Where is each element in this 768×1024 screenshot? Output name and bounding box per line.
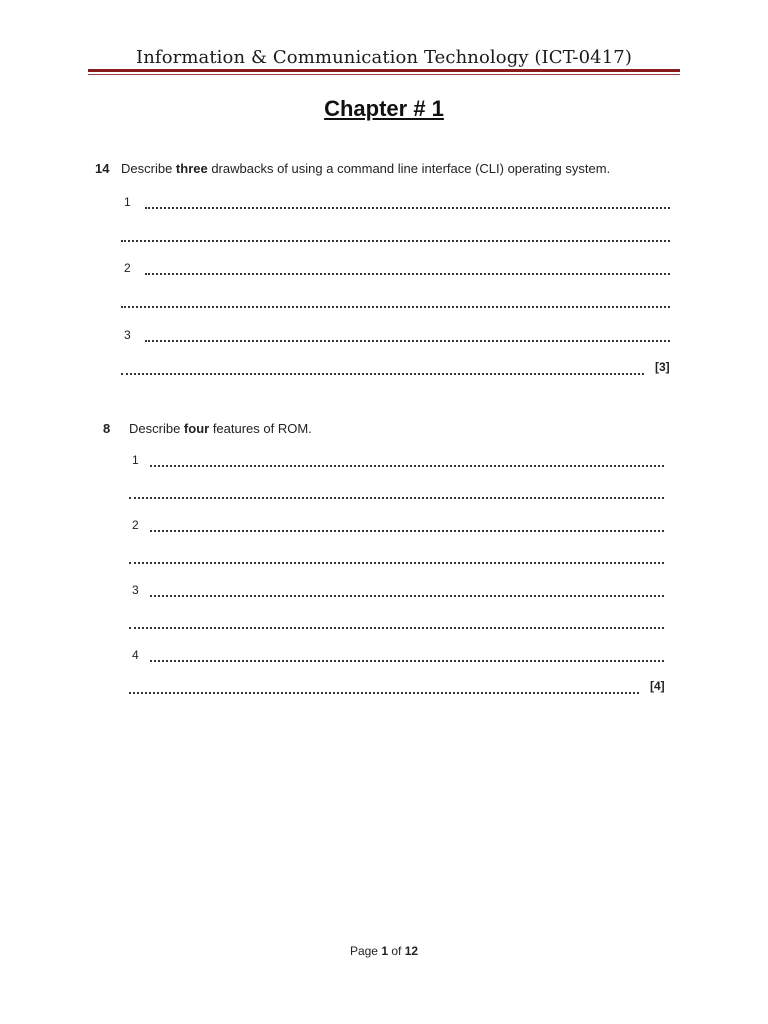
page-label: Page (349, 944, 378, 958)
question-text-pre: Describe (121, 161, 176, 176)
answer-line[interactable] (145, 273, 670, 275)
answer-line[interactable] (145, 207, 670, 209)
question-text-post: drawbacks of using a command line interface (CLI) operating system. (207, 161, 611, 176)
question-text-bold: four (183, 421, 210, 436)
question-text-post: features of ROM. (209, 421, 312, 436)
answer-line-number: 2 (124, 261, 131, 275)
answer-line[interactable] (129, 627, 664, 629)
question-text-pre: Describe (129, 421, 184, 436)
question-text (129, 421, 312, 436)
header-rule-thin (88, 74, 680, 75)
question-number: 14 (95, 161, 110, 176)
answer-line[interactable] (150, 530, 664, 532)
question-text-bold: three (175, 161, 208, 176)
answer-line-number: 3 (124, 328, 131, 342)
question-number: 8 (103, 421, 111, 436)
chapter-title: Chapter # 1 (324, 96, 444, 121)
answer-line-number: 2 (132, 518, 139, 532)
header-title: Information & Communication Technology (ICT-0417) (136, 47, 632, 68)
page-total: 12 (404, 944, 419, 958)
header-rule-thick (88, 69, 680, 72)
marks-label: [3] (655, 360, 670, 374)
answer-line[interactable] (129, 562, 664, 564)
answer-line[interactable] (150, 465, 664, 467)
page-of: of (391, 944, 402, 958)
marks-label: [4] (650, 679, 665, 693)
answer-line-number: 1 (124, 195, 131, 209)
answer-line[interactable] (145, 340, 670, 342)
answer-line[interactable] (129, 497, 664, 499)
answer-line[interactable] (150, 595, 664, 597)
answer-line[interactable] (129, 692, 639, 694)
answer-line-number: 1 (132, 453, 139, 467)
answer-line[interactable] (150, 660, 664, 662)
question-text (121, 161, 610, 176)
answer-line-number: 4 (132, 648, 139, 662)
page-current: 1 (381, 944, 388, 958)
answer-line[interactable] (121, 373, 644, 375)
page-footer (0, 944, 768, 958)
answer-line[interactable] (121, 240, 670, 242)
answer-line-number: 3 (132, 583, 139, 597)
answer-line[interactable] (121, 306, 670, 308)
